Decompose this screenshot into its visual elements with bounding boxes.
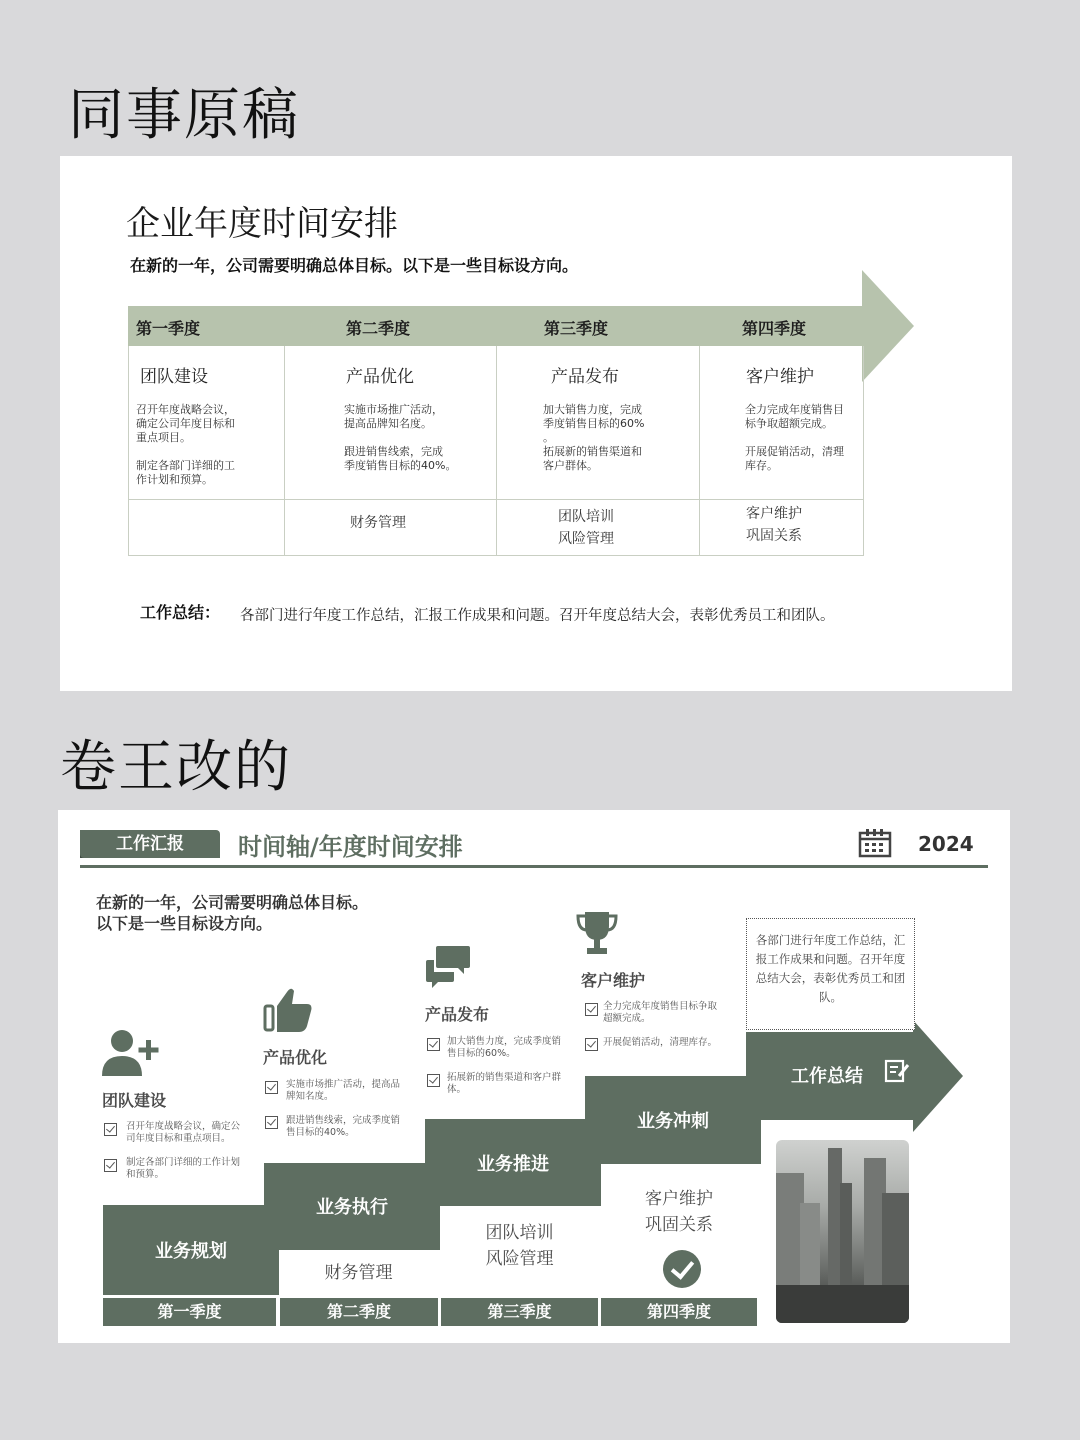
summary-label: 工作总结： — [140, 603, 221, 622]
level-item: 加大销售力度，完成季度销售目标的60%。 — [447, 1036, 562, 1059]
quarter-heading: 第二季度 — [346, 319, 411, 338]
level-title: 产品发布 — [425, 1005, 490, 1024]
summary-box: 各部门进行年度工作总结，汇报工作成果和问题。召开年度总结大会，表彰优秀员工和团队。 — [746, 918, 915, 1030]
level-item: 拓展新的销售渠道和客户群体。 — [447, 1072, 562, 1095]
level-item: 全力完成年度销售目标争取超额完成。 — [603, 1001, 718, 1024]
checkbox-icon — [265, 1081, 278, 1094]
slide-title: 企业年度时间安排 — [126, 204, 398, 244]
quarter-heading: 第一季度 — [136, 319, 201, 338]
original-slide — [60, 156, 1012, 691]
edit-note-icon — [884, 1058, 910, 1084]
column-heading: 产品优化 — [346, 367, 414, 387]
checkbox-icon — [265, 1116, 278, 1129]
checkbox-icon — [585, 1038, 598, 1051]
level-item: 开展促销活动，清理库存。 — [603, 1037, 718, 1048]
step-label: 业务冲刺 — [637, 1111, 709, 1132]
column-heading: 团队建设 — [140, 367, 208, 387]
chat-bubbles-icon — [424, 944, 472, 992]
check-circle-icon — [663, 1250, 701, 1288]
revised-heading: 卷王改的 — [60, 735, 292, 800]
add-user-icon — [102, 1028, 164, 1078]
summary-text: 各部门进行年度工作总结，汇报工作成果和问题。召开年度总结大会，表彰优秀员工和团队。 — [240, 608, 835, 624]
report-tag: 工作汇报 — [80, 830, 220, 858]
column-text: 加大销售力度，完成 季度销售目标的60% 。 拓展新的销售渠道和 客户群体。 — [543, 403, 645, 472]
level-item: 制定各部门详细的工作计划和预算。 — [126, 1157, 241, 1180]
column-heading: 客户维护 — [746, 367, 814, 387]
checkbox-icon — [427, 1038, 440, 1051]
lower-box: 财务管理 — [279, 1250, 438, 1295]
city-street-photo — [776, 1140, 909, 1323]
arrow-head — [862, 270, 914, 382]
lower-cell: 客户维护 巩固关系 — [746, 506, 802, 544]
calendar-icon — [858, 828, 892, 858]
trophy-icon — [576, 910, 618, 958]
summary-arrow-label: 工作总结 — [791, 1066, 863, 1087]
step-label: 业务推进 — [477, 1154, 549, 1175]
level-title: 产品优化 — [263, 1048, 328, 1067]
quarter-bar: 第三季度 — [441, 1298, 598, 1326]
quarter-bar: 第一季度 — [103, 1298, 276, 1326]
lower-cell: 财务管理 — [350, 515, 406, 531]
column-heading: 产品发布 — [551, 367, 619, 387]
quarter-heading: 第三季度 — [544, 319, 609, 338]
quarter-heading: 第四季度 — [742, 319, 807, 338]
step-label: 业务规划 — [155, 1241, 227, 1262]
checkbox-icon — [104, 1123, 117, 1136]
quarter-bar: 第二季度 — [280, 1298, 438, 1326]
lower-box: 团队培训 风险管理 — [441, 1206, 598, 1295]
level-title: 客户维护 — [581, 971, 646, 990]
column-text: 全力完成年度销售目 标争取超额完成。 开展促销活动，清理 库存。 — [745, 403, 844, 472]
slide-title: 时间轴/年度时间安排 — [238, 833, 463, 861]
thumbs-up-icon — [263, 986, 315, 1034]
quarter-bar: 第四季度 — [601, 1298, 757, 1326]
checkbox-icon — [585, 1003, 598, 1016]
year-label: 2024 — [918, 832, 974, 856]
checkbox-icon — [427, 1074, 440, 1087]
level-title: 团队建设 — [102, 1091, 167, 1110]
level-item: 实施市场推广活动，提高品牌知名度。 — [286, 1079, 401, 1102]
slide-subtitle: 在新的一年，公司需要明确总体目标。以下是一些目标设方向。 — [130, 256, 579, 275]
level-item: 跟进销售线索，完成季度销售目标的40%。 — [286, 1115, 401, 1138]
revised-slide — [58, 810, 1010, 1343]
column-text: 实施市场推广活动， 提高品牌知名度。 跟进销售线索，完成 季度销售目标的40%。 — [344, 403, 457, 472]
level-item: 召开年度战略会议，确定公司年度目标和重点项目。 — [126, 1121, 241, 1144]
lower-cell: 团队培训 风险管理 — [558, 509, 614, 547]
column-text: 召开年度战略会议， 确定公司年度目标和 重点项目。 制定各部门详细的工 作计划和预算。 — [136, 403, 235, 486]
original-heading: 同事原稿 — [68, 83, 300, 148]
checkbox-icon — [104, 1159, 117, 1172]
lower-box: 客户维护 巩固关系 — [601, 1164, 757, 1295]
step-label: 业务执行 — [316, 1197, 388, 1218]
intro-text: 在新的一年，公司需要明确总体目标。 以下是一些目标设方向。 — [96, 893, 369, 933]
